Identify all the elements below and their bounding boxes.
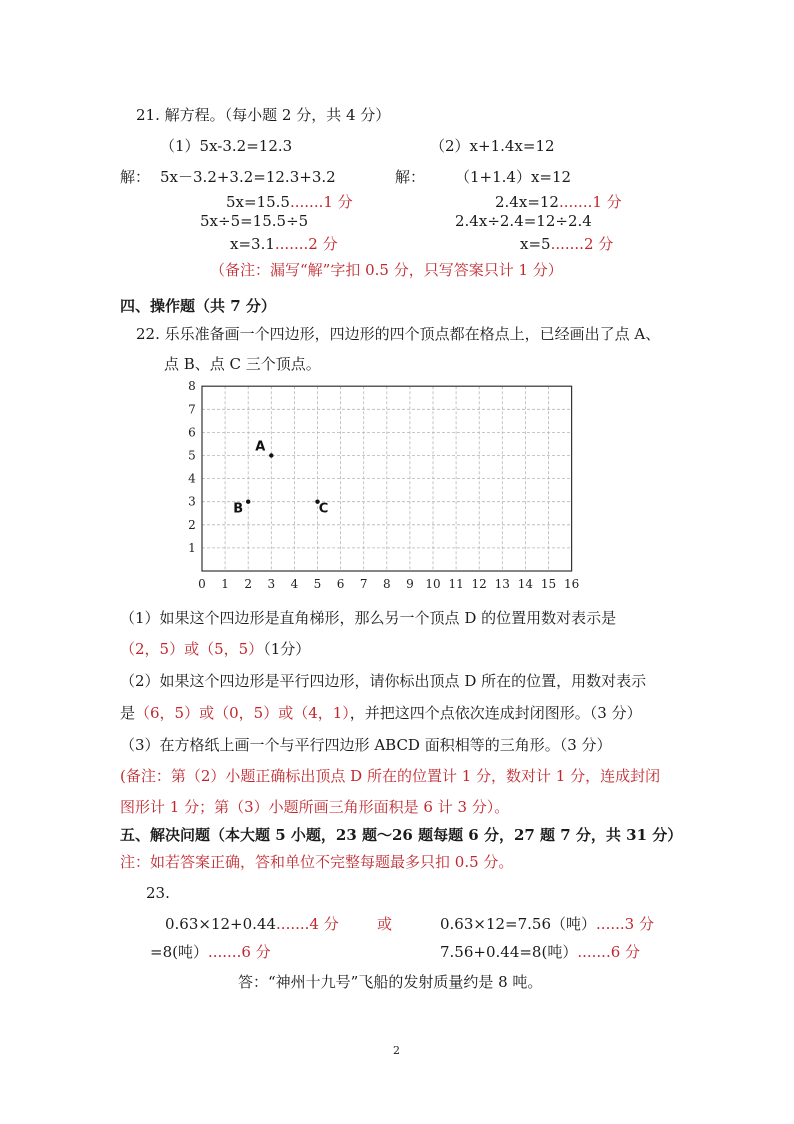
q22-prompt-line1: 22. 乐乐准备画一个四边形，四边形的四个顶点都在格点上，已经画出了点 A、 xyxy=(136,325,661,343)
x-tick-label: 14 xyxy=(517,577,534,591)
q23-method1-line2-score: .......6 分 xyxy=(207,943,271,961)
q23-method2-line1-score: ......3 分 xyxy=(596,915,654,933)
y-tick-label: 3 xyxy=(188,494,196,509)
q21-p2-step2-score: .......1 分 xyxy=(558,193,622,211)
q22-part1-question: （1）如果这个四边形是直角梯形，那么另一个顶点 D 的位置用数对表示是 xyxy=(120,609,617,627)
section5-title: 五、解决问题（本大题 5 小题，23 题～26 题每题 6 分，27 题 7 分，共 31 分） xyxy=(120,826,683,844)
q22-note-line2: 图形计 1 分；第（3）小题所画三角形面积是 6 计 3 分）。 xyxy=(120,798,510,816)
q21-p1-step2-eq: 5x=15.5 xyxy=(226,193,290,211)
q23-method1-line2-expr: =8(吨） xyxy=(150,943,208,961)
q23-method2-line2 xyxy=(440,941,640,962)
q21-p1-step4-score: .......2 分 xyxy=(274,235,338,253)
q23-method2-line2-expr: 7.56+0.44=8(吨） xyxy=(440,943,578,961)
q22-part1-score: （1分） xyxy=(263,640,311,658)
y-tick-label: 4 xyxy=(188,471,196,486)
q21-p1-step2 xyxy=(226,191,353,212)
point-label-b: B xyxy=(233,501,244,517)
x-tick-label: 5 xyxy=(313,577,322,591)
x-tick-label: 0 xyxy=(198,577,206,591)
y-tick-label: 2 xyxy=(188,517,196,532)
q23-number: 23. xyxy=(146,884,170,902)
q21-p1-solve-label: 解： xyxy=(120,168,151,186)
point-b xyxy=(246,500,250,504)
q22-note-line1: (备注：第（2）小题正确标出顶点 D 所在的位置计 1 分，数对计 1 分，连成封闭 xyxy=(120,767,661,785)
x-tick-label: 1 xyxy=(221,577,229,591)
x-tick-label: 8 xyxy=(382,577,391,591)
x-tick-label: 2 xyxy=(244,577,253,591)
q23-method1-line2 xyxy=(150,941,271,962)
q21-eq1: （1）5x-3.2=12.3 xyxy=(160,137,293,155)
q22-part2-answer-line xyxy=(120,702,642,723)
x-tick-label: 9 xyxy=(406,577,414,591)
q21-p2-step2 xyxy=(495,191,622,212)
q21-p2-step4 xyxy=(520,233,613,254)
q21-p1-step3: 5x÷5=15.5÷5 xyxy=(200,212,309,230)
q23-method1-line1-expr: 0.63×12+0.44 xyxy=(165,915,277,933)
x-tick-label: 16 xyxy=(563,577,580,591)
q21-p2-step1: （1+1.4）x=12 xyxy=(455,168,572,186)
q21-p1-step2-score: .......1 分 xyxy=(289,193,353,211)
q21-p2-step3: 2.4x÷2.4=12÷2.4 xyxy=(455,212,592,230)
x-tick-label: 11 xyxy=(448,577,464,591)
page-number: 2 xyxy=(393,1044,400,1057)
q22-part3-question: （3）在方格纸上画一个与平行四边形 ABCD 面积相等的三角形。（3 分） xyxy=(120,736,612,754)
q21-note: （备注：漏写“解”字扣 0.5 分，只写答案只计 1 分） xyxy=(210,261,563,279)
x-tick-label: 6 xyxy=(336,577,345,591)
y-tick-label: 5 xyxy=(188,448,196,463)
q21-p1-step4 xyxy=(230,233,338,254)
q22-part1-answer: （2，5）或（5，5） xyxy=(120,640,264,658)
section5-note: 注：如若答案正确，答和单位不完整每题最多只扣 0.5 分。 xyxy=(120,853,514,871)
q22-part2-prefix: 是 xyxy=(120,704,136,722)
x-tick-label: 7 xyxy=(359,577,368,591)
point-a xyxy=(269,453,273,457)
q21-p2-step4-score: .......2 分 xyxy=(550,235,614,253)
y-tick-label: 6 xyxy=(188,425,196,440)
q23-or: 或 xyxy=(377,915,393,933)
q21-eq2: （2）x+1.4x=12 xyxy=(430,137,555,155)
y-tick-label: 7 xyxy=(188,402,196,417)
q22-part2-answer: （6，5）或（0，5）或（4，1） xyxy=(135,704,350,722)
q21-title: 21. 解方程。（每小题 2 分，共 4 分） xyxy=(136,106,391,124)
q23-method2-line1 xyxy=(440,913,654,934)
q22-part2-question: （2）如果这个四边形是平行四边形，请你标出顶点 D 所在的位置，用数对表示 xyxy=(120,672,647,690)
q22-part1-answer-line xyxy=(120,638,310,659)
y-tick-label: 8 xyxy=(188,379,196,394)
q21-p1-step4-eq: x=3.1 xyxy=(230,235,275,253)
q21-p1-step1: 5x－3.2+3.2=12.3+3.2 xyxy=(160,168,336,186)
coordinate-grid xyxy=(170,378,590,593)
x-tick-label: 12 xyxy=(471,577,487,591)
x-tick-label: 10 xyxy=(425,577,441,591)
x-tick-label: 4 xyxy=(290,577,299,591)
q23-method1-line1 xyxy=(165,913,339,934)
q21-p2-solve-label: 解： xyxy=(395,168,426,186)
q21-p2-step4-eq: x=5 xyxy=(520,235,551,253)
point-label-c: C xyxy=(318,501,329,517)
q23-method2-line1-expr: 0.63×12=7.56（吨） xyxy=(440,915,597,933)
q22-part2-suffix: ，并把这四个点依次连成封闭图形。（3 分） xyxy=(349,704,642,722)
x-tick-label: 13 xyxy=(494,577,510,591)
q22-prompt-line2: 点 B、点 C 三个顶点。 xyxy=(164,355,321,373)
q23-answer: 答：“神州十九号”飞船的发射质量约是 8 吨。 xyxy=(238,973,543,991)
x-tick-label: 15 xyxy=(540,577,557,591)
x-tick-label: 3 xyxy=(267,577,276,591)
q23-method2-line2-score: .......6 分 xyxy=(577,943,641,961)
section4-title: 四、操作题（共 7 分） xyxy=(120,297,276,315)
q21-p2-step2-eq: 2.4x=12 xyxy=(495,193,559,211)
y-tick-label: 1 xyxy=(188,540,196,555)
q23-method1-line1-score: .......4 分 xyxy=(276,915,339,933)
point-label-a: A xyxy=(255,439,266,455)
